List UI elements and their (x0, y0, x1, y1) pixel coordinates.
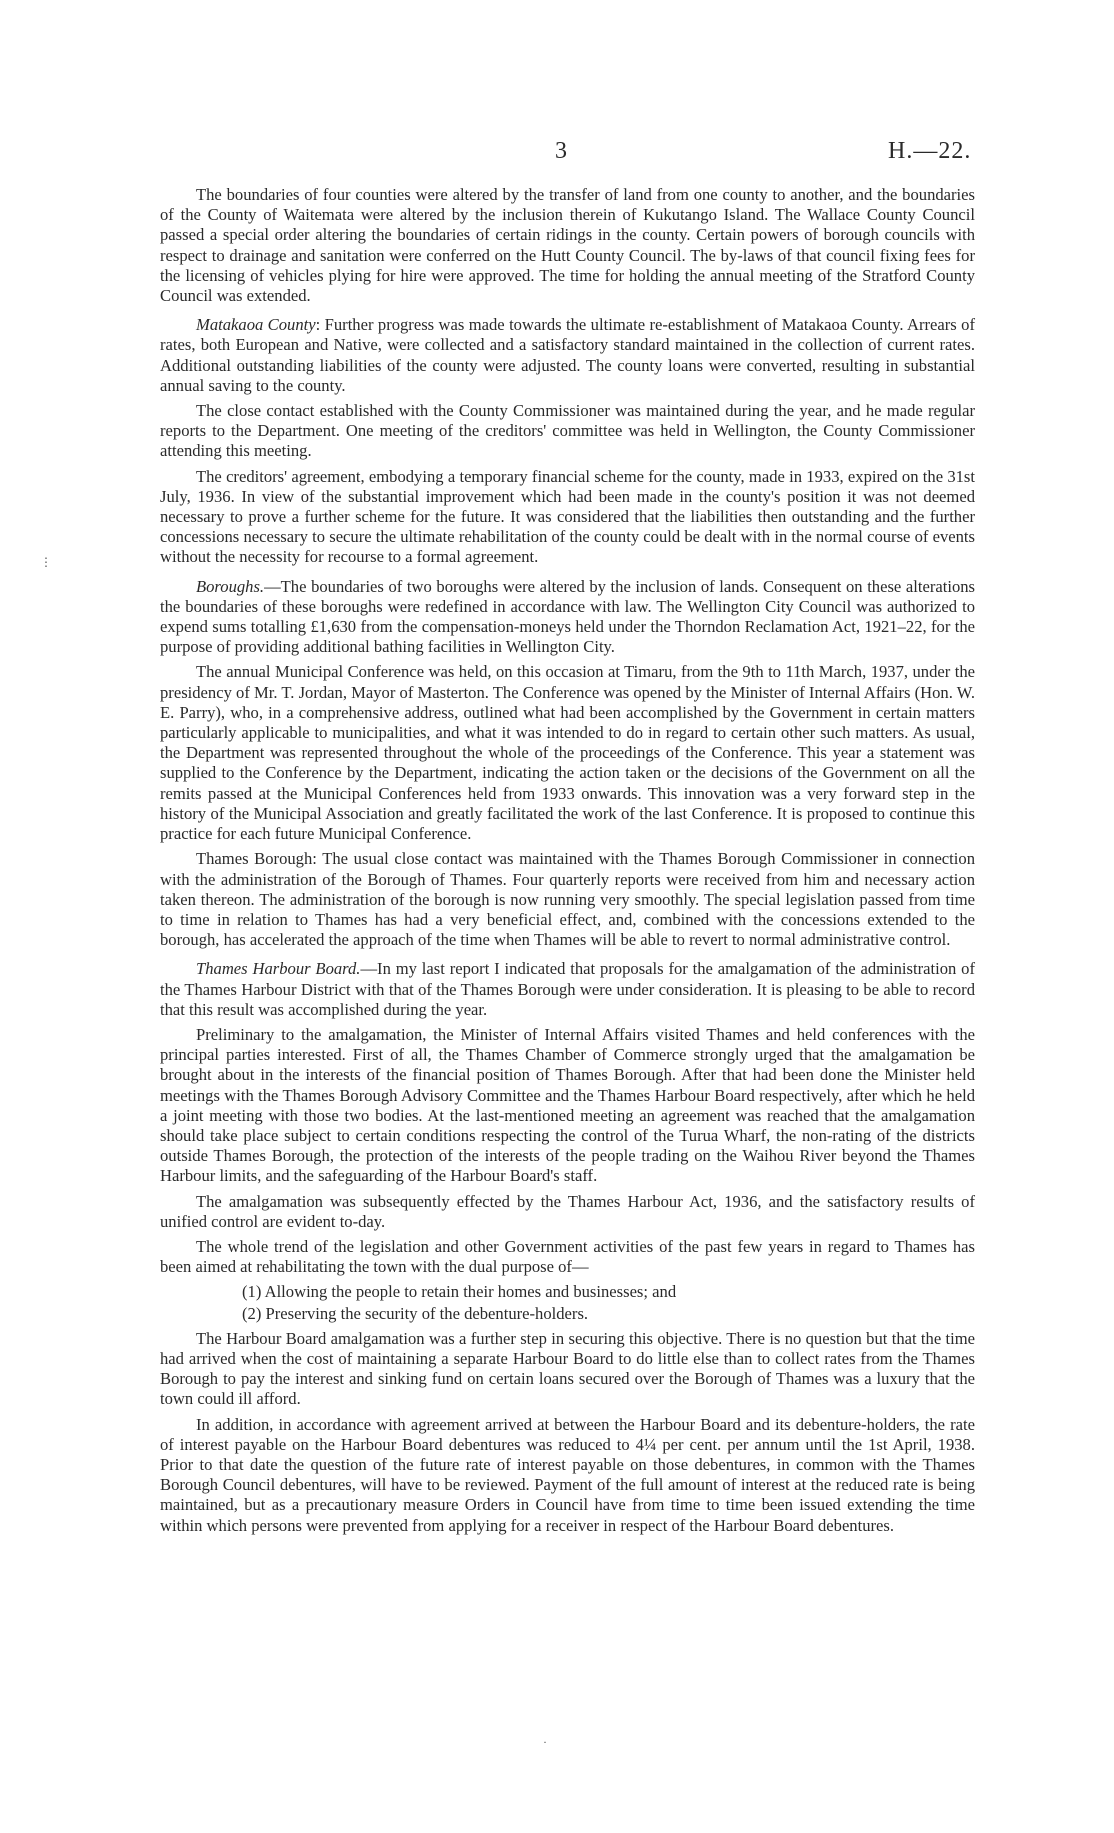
heading-separator: : (315, 315, 325, 335)
paragraph: The whole trend of the legislation and other Government activities of the past few years in regard to Thames has been aimed at rehabilitating the town with the dual purpose of— (160, 1236, 975, 1277)
margin-speck: ⋮ (40, 555, 52, 569)
paragraph-thames-borough (160, 849, 975, 950)
document-reference: H.—22. (888, 138, 972, 164)
paragraph: The Harbour Board amalgamation was a further step in securing this objective. There is no question but that the time had arrived when the cost of maintaining a separate Harbour Board to do little else than to collect rates from the Thames Borough to pay the interest and sinking fund on certain loans secured over the Borough of Thames was a luxury that the town could ill afford. (160, 1328, 975, 1409)
section-heading: Thames Harbour Board. (196, 959, 361, 979)
margin-speck: · (543, 1735, 547, 1749)
list-item: (1) Allowing the people to retain their homes and businesses; and (242, 1282, 677, 1302)
paragraph-text: The usual close contact was maintained with the Thames Borough Commissioner in connection with the administration of the Borough of Thames. Four quarterly reports were received from him and necessary action taken thereon. The administration of the borough is now running very smoothly. The special legislation passed from time to time in relation to Thames has had a very beneficial effect, and, combined with the concessions extended to the borough, has accelerated the approach of the time when Thames will be able to revert to normal administrative control. (160, 849, 975, 950)
paragraph: The amalgamation was subsequently effected by the Thames Harbour Act, 1936, and the satisfactory results of unified control are evident to-day. (160, 1191, 975, 1231)
paragraph: In addition, in accordance with agreement arrived at between the Harbour Board and its debenture-holders, the rate of interest payable on the Harbour Board debentures was reduced to 4¼ per cent. per annum until the 1st April, 1938. Prior to that date the question of the future rate of interest payable on those debentures, in common with the Thames Borough Council debentures, will have to be reviewed. Payment of the full amount of interest at the reduced rate is being maintained, but as a precautionary measure Orders in Council have from time to time been issued extending the time within which persons were prevented from applying for a receiver in respect of the Harbour Board debentures. (160, 1414, 975, 1535)
heading-separator: — (360, 959, 378, 979)
paragraph: The boundaries of four counties were altered by the transfer of land from one county to another, and the boundaries of the County of Waitemata were altered by the inclusion therein of Kukutango Island. The Wallace County Council passed a special order altering the boundaries of certain ridings in the county. Certain powers of borough councils with respect to drainage and sanitation were conferred on the Hutt County Council. The by-laws of that council fixing fees for the licensing of vehicles plying for hire were approved. The time for holding the annual meeting of the Stratford County Council was extended. (160, 185, 975, 306)
paragraph-text: Further progress was made towards the ultimate re-establishment of Matakaoa County. Arrears of rates, both European and Native, were collected and a satisfactory standard maintained in the collection of current rates. Additional outstanding liabilities of the county were adjusted. The county loans were converted, resulting in substantial annual saving to the county. (160, 315, 975, 395)
section-heading: Matakaoa County (196, 315, 316, 335)
paragraph-text: In my last report I indicated that proposals for the amalgamation of the administration of the Thames Harbour District with that of the Thames Borough were under consideration. It is pleasing to be able to record that this result was accomplished during the year. (160, 959, 975, 1019)
page-header (0, 138, 1114, 168)
paragraph-boroughs (160, 577, 975, 658)
list-item: (2) Preserving the security of the debenture-holders. (242, 1303, 589, 1323)
heading-separator: : (312, 849, 323, 869)
paragraph-matakaoa (160, 315, 975, 396)
paragraph: Preliminary to the amalgamation, the Minister of Internal Affairs visited Thames and held conferences with the principal parties interested. First of all, the Thames Chamber of Commerce strongly urged that the amalgamation be brought about in the interests of the financial position of Thames Borough. After that had been done the Minister held meetings with the Thames Borough Advisory Committee and the Thames Harbour Board respectively, after which he held a joint meeting with those two bodies. At the last-mentioned meeting an agreement was reached that the amalgamation should take place subject to certain conditions respecting the control of the Turua Wharf, the non-rating of the districts outside Thames Borough, the protection of the interests of the people trading on the Waihou River beyond the Thames Harbour limits, and the safeguarding of the Harbour Board's staff. (160, 1024, 975, 1186)
paragraph: The creditors' agreement, embodying a temporary financial scheme for the county, made in 1933, expired on the 31st July, 1936. In view of the substantial improvement which had been made in the county's position it was not deemed necessary to prove a further scheme for the future. It was considered that the liabilities then outstanding and the further concessions necessary to secure the ultimate rehabilitation of the county could be dealt with in the normal course of events without the necessity for recourse to a formal agreement. (160, 466, 975, 567)
paragraph: The annual Municipal Conference was held, on this occasion at Timaru, from the 9th to 11th March, 1937, under the presidency of Mr. T. Jordan, Mayor of Masterton. The Conference was opened by the Minister of Internal Affairs (Hon. W. E. Parry), who, in a comprehensive address, outlined what had been accomplished by the Government in certain matters particularly applicable to municipalities, and what it was intended to do in regard to certain other such matters. As usual, the Department was represented throughout the whole of the proceedings of the Conference. This year a statement was supplied to the Conference by the Department, indicating the action taken or the decisions of the Government on all the remits passed at the Municipal Conferences held from 1933 onwards. This innovation was a very forward step in the history of the Municipal Association and greatly facilitated the work of the last Conference. It is proposed to continue this practice for each future Municipal Conference. (160, 662, 975, 844)
heading-separator: — (264, 576, 281, 596)
page-number: 3 (555, 138, 567, 164)
document-body (160, 185, 975, 1541)
paragraph-harbour-board (160, 959, 975, 1020)
section-heading: Thames Borough (196, 849, 313, 869)
section-heading: Boroughs. (196, 576, 265, 596)
paragraph: The close contact established with the County Commissioner was maintained during the year, and he made regular reports to the Department. One meeting of the creditors' committee was held in Wellington, the County Commissioner attending this meeting. (160, 401, 975, 461)
paragraph-text: The boundaries of two boroughs were altered by the inclusion of lands. Consequent on these alterations the boundaries of these boroughs were redefined in accordance with law. The Wellington City Council was authorized to expend sums totalling £1,630 from the compensation-moneys held under the Thorndon Reclamation Act, 1921–22, for the purpose of providing additional bathing facilities in Wellington City. (160, 576, 975, 657)
